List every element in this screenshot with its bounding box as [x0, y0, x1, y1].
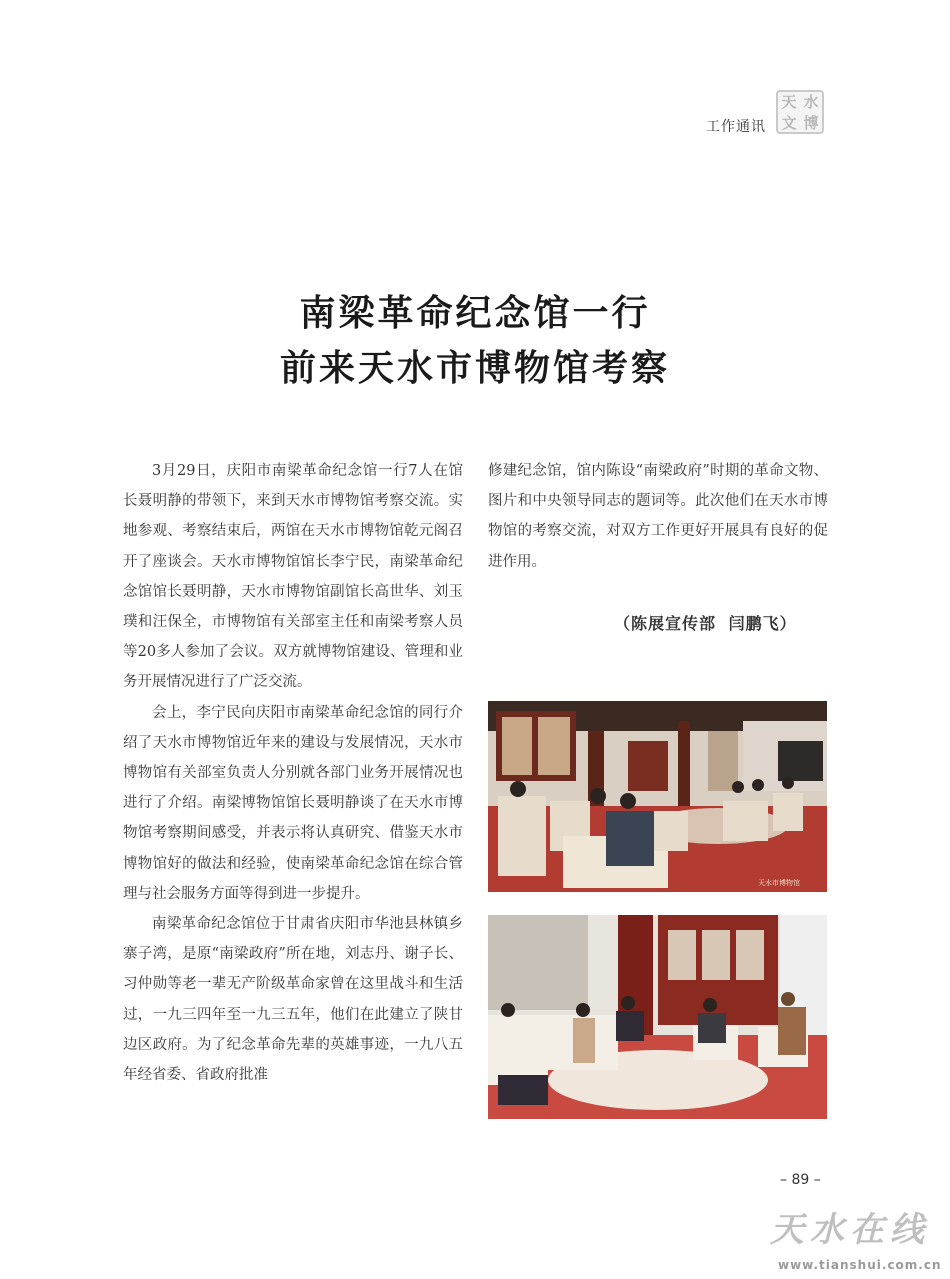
- body-paragraph-continuation: 修建纪念馆，馆内陈设“南梁政府”时期的革命文物、图片和中央领导同志的题词等。此次他们在天水市博物馆的考察交流，对双方工作更好开展具有良好的促进作用。: [488, 463, 828, 570]
- meeting-photo-2: [488, 915, 827, 1119]
- journal-logo: [776, 90, 824, 134]
- byline: [614, 611, 797, 634]
- site-watermark: 天水在线: [770, 1210, 930, 1250]
- byline-author: 闫鹏飞）: [728, 614, 797, 633]
- body-column-left: [123, 456, 463, 1090]
- page-number: – 89 –: [780, 1172, 821, 1188]
- article-title-line-1: 南梁革命纪念馆一行: [299, 292, 651, 334]
- logo-char: 天: [781, 93, 797, 111]
- logo-char: 文: [781, 114, 797, 132]
- meeting-photo-1: [488, 701, 827, 892]
- site-watermark-url: www.tianshui.com.cn: [778, 1258, 942, 1272]
- byline-department: （陈展宣传部: [614, 614, 717, 633]
- body-paragraph: 南梁革命纪念馆位于甘肃省庆阳市华池县林镇乡寨子湾，是原“南梁政府”所在地，刘志丹、谢子长、习仲勋等老一辈无产阶级革命家曾在这里战斗和生活过，一九三四年至一九三五年，他们在此建立了陕甘边区政府。为了纪念革命先辈的英雄事迹，一九八五年经省委、省政府批准: [123, 916, 463, 1084]
- logo-char: 水: [803, 93, 819, 111]
- body-paragraph: 3月29日，庆阳市南梁革命纪念馆一行7人在馆长聂明静的带领下，来到天水市博物馆考察交流。实地参观、考察结束后，两馆在天水市博物馆乾元阁召开了座谈会。天水市博物馆馆长李宁民，南梁革命纪念馆馆长聂明静，天水市博物馆副馆长高世华、刘玉璞和汪保全，市博物馆有关部室主任和南梁考察人员等20多人参加了会议。双方就博物馆建设、管理和业务开展情况进行了广泛交流。: [123, 463, 463, 691]
- body-column-right: [488, 456, 828, 577]
- logo-char: 博: [803, 114, 819, 132]
- section-label: 工作通讯: [706, 119, 766, 135]
- body-paragraph: 会上，李宁民向庆阳市南梁革命纪念馆的同行介绍了天水市博物馆近年来的建设与发展情况，天水市博物馆有关部室负责人分别就各部门业务开展情况也进行了介绍。南梁博物馆馆长聂明静谈了在天水市博物馆考察期间感受，并表示将认真研究、借鉴天水市博物馆好的做法和经验，使南梁革命纪念馆在综合管理与社会服务方面等得到进一步提升。: [123, 704, 463, 902]
- article-title-line-2: 前来天水市博物馆考察: [279, 347, 670, 389]
- photo-caption-mark: 天水市博物馆: [758, 879, 800, 887]
